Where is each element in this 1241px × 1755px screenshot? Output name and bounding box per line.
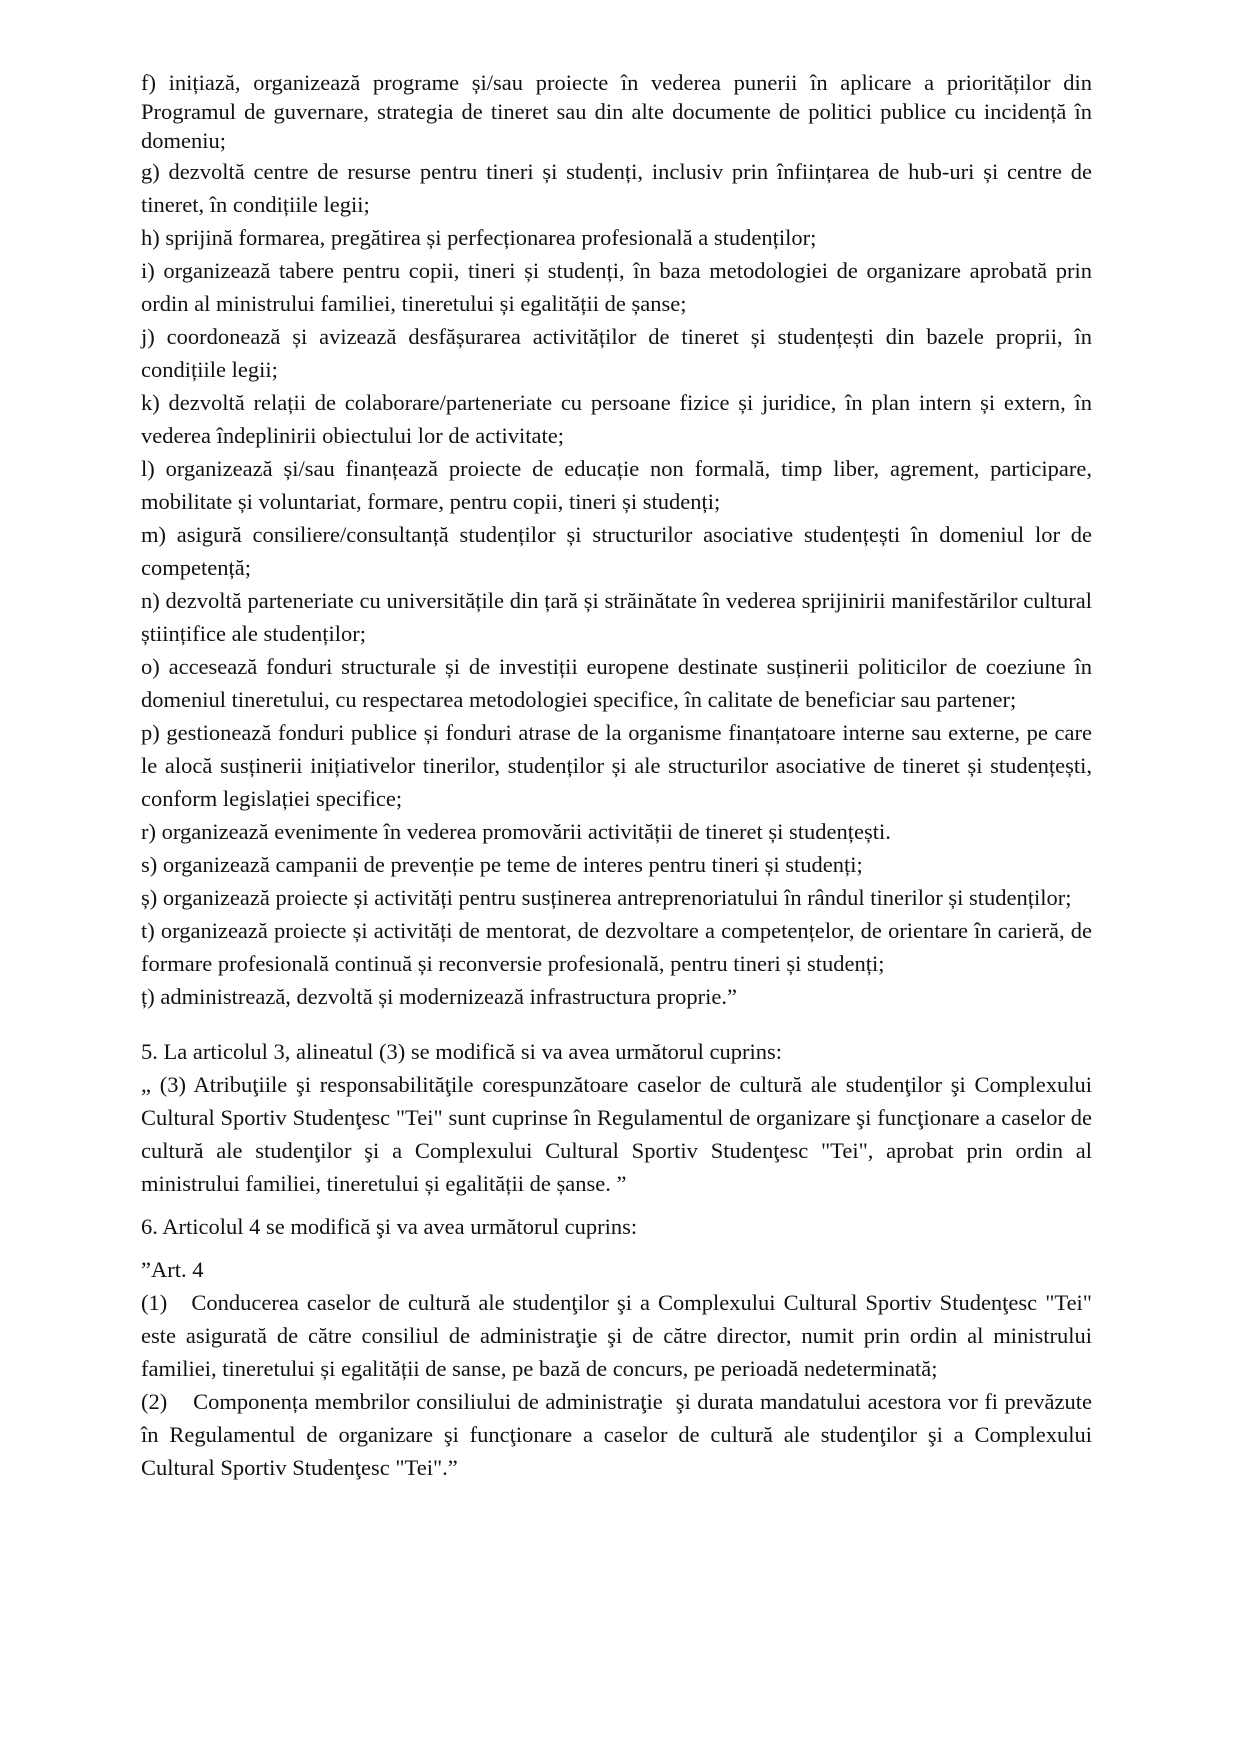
list-item: i) organizează tabere pentru copii, tineri și studenți, în baza metodologiei de organizare aprobată prin ordin al ministrului familiei, tineretului și egalității de șanse;	[141, 258, 1092, 316]
attributions-list	[141, 68, 1092, 1013]
list-item: m) asigură consiliere/consultanță studenților și structurilor asociative studențești în domeniul lor de competență;	[141, 522, 1092, 580]
list-item: t) organizează proiecte și activități de mentorat, de dezvoltare a competențelor, de orientare în carieră, de formare profesională continuă și reconversie profesională, pentru tineri și studenți;	[141, 918, 1092, 976]
list-item: p) gestionează fonduri publice și fonduri atrase de la organisme finanțatoare interne sau externe, pe care le alocă susținerii inițiativelor tinerilor, studenților și ale structurilor asociative de tineret și studențești, conform legislației specifice;	[141, 720, 1092, 811]
list-item: o) accesează fonduri structurale și de investiții europene destinate susținerii politicilor de coeziune în domeniul tineretului, cu respectarea metodologiei specifice, în calitate de beneficiar sau partener;	[141, 654, 1092, 712]
article-title: ”Art. 4	[141, 1257, 204, 1282]
section-6	[141, 1210, 1098, 1484]
section-5-body: „ (3) Atribuţiile şi responsabilităţile corespunzătoare caselor de cultură ale studenţilor şi Complexului Cultural Sportiv Studenţesc "Tei" sunt cuprinse în Regulamentul de organizare şi funcţionare a caselor de cultură ale studenţilor şi a Complexului Cultural Sportiv Studenţesc "Tei", aprobat prin ordin al ministrului familiei, tineretului și egalității de șanse. ”	[141, 1072, 1092, 1196]
spacer	[141, 1243, 1092, 1253]
list-item: g) dezvoltă centre de resurse pentru tineri și studenți, inclusiv prin înființarea de hub-uri și centre de tineret, în condițiile legii;	[141, 159, 1092, 217]
section-5-heading: 5. La articolul 3, alineatul (3) se modifică si va avea următorul cuprins:	[141, 1039, 783, 1064]
list-item: s) organizează campanii de prevenție pe teme de interes pentru tineri și studenți;	[141, 852, 863, 877]
article-paragraph-2: (2) Componența membrilor consiliului de administraţie şi durata mandatului acestora vor fi prevăzute în Regulamentul de organizare şi funcţionare a caselor de cultură ale studenţilor şi a Complexului Cultural Sportiv Studenţesc "Tei".”	[141, 1389, 1098, 1480]
spacer	[141, 1200, 1092, 1210]
list-item: ț) administrează, dezvoltă și modernizează infrastructura proprie.”	[141, 984, 737, 1009]
list-item: ș) organizează proiecte și activități pentru susținerea antreprenoriatului în rândul tinerilor și studenților;	[141, 885, 1072, 910]
list-item: h) sprijină formarea, pregătirea și perfecționarea profesională a studenților;	[141, 225, 817, 250]
article-paragraph-1: (1) Conducerea caselor de cultură ale studenţilor şi a Complexului Cultural Sportiv Studenţesc "Tei" este asigurată de către consiliul de administraţie şi de către director, numit prin ordin al ministrului familiei, tineretului și egalității de sanse, pe bază de concurs, pe perioadă nedeterminată;	[141, 1290, 1098, 1381]
list-item: n) dezvoltă parteneriate cu universitățile din țară și străinătate în vederea sprijinirii manifestărilor cultural științifice ale studenților;	[141, 588, 1092, 646]
list-item: r) organizează evenimente în vederea promovării activității de tineret și studențești.	[141, 819, 891, 844]
list-item: j) coordonează și avizează desfășurarea activităților de tineret și studențești din bazele proprii, în condițiile legii;	[141, 324, 1092, 382]
list-item: l) organizează și/sau finanțează proiecte de educație non formală, timp liber, agrement, participare, mobilitate și voluntariat, formare, pentru copii, tineri și studenți;	[141, 456, 1092, 514]
section-5	[141, 1035, 1092, 1200]
list-item: k) dezvoltă relații de colaborare/parteneriate cu persoane fizice și juridice, în plan intern și extern, în vederea îndeplinirii obiectului lor de activitate;	[141, 390, 1092, 448]
section-6-heading: 6. Articolul 4 se modifică şi va avea următorul cuprins:	[141, 1214, 638, 1239]
spacer	[141, 1013, 1092, 1035]
list-item: f) inițiază, organizează programe și/sau proiecte în vederea punerii în aplicare a priorităților din Programul de guvernare, strategia de tineret sau din alte documente de politici publice cu incidență în domeniu;	[141, 70, 1092, 153]
document-page	[141, 68, 1098, 1484]
